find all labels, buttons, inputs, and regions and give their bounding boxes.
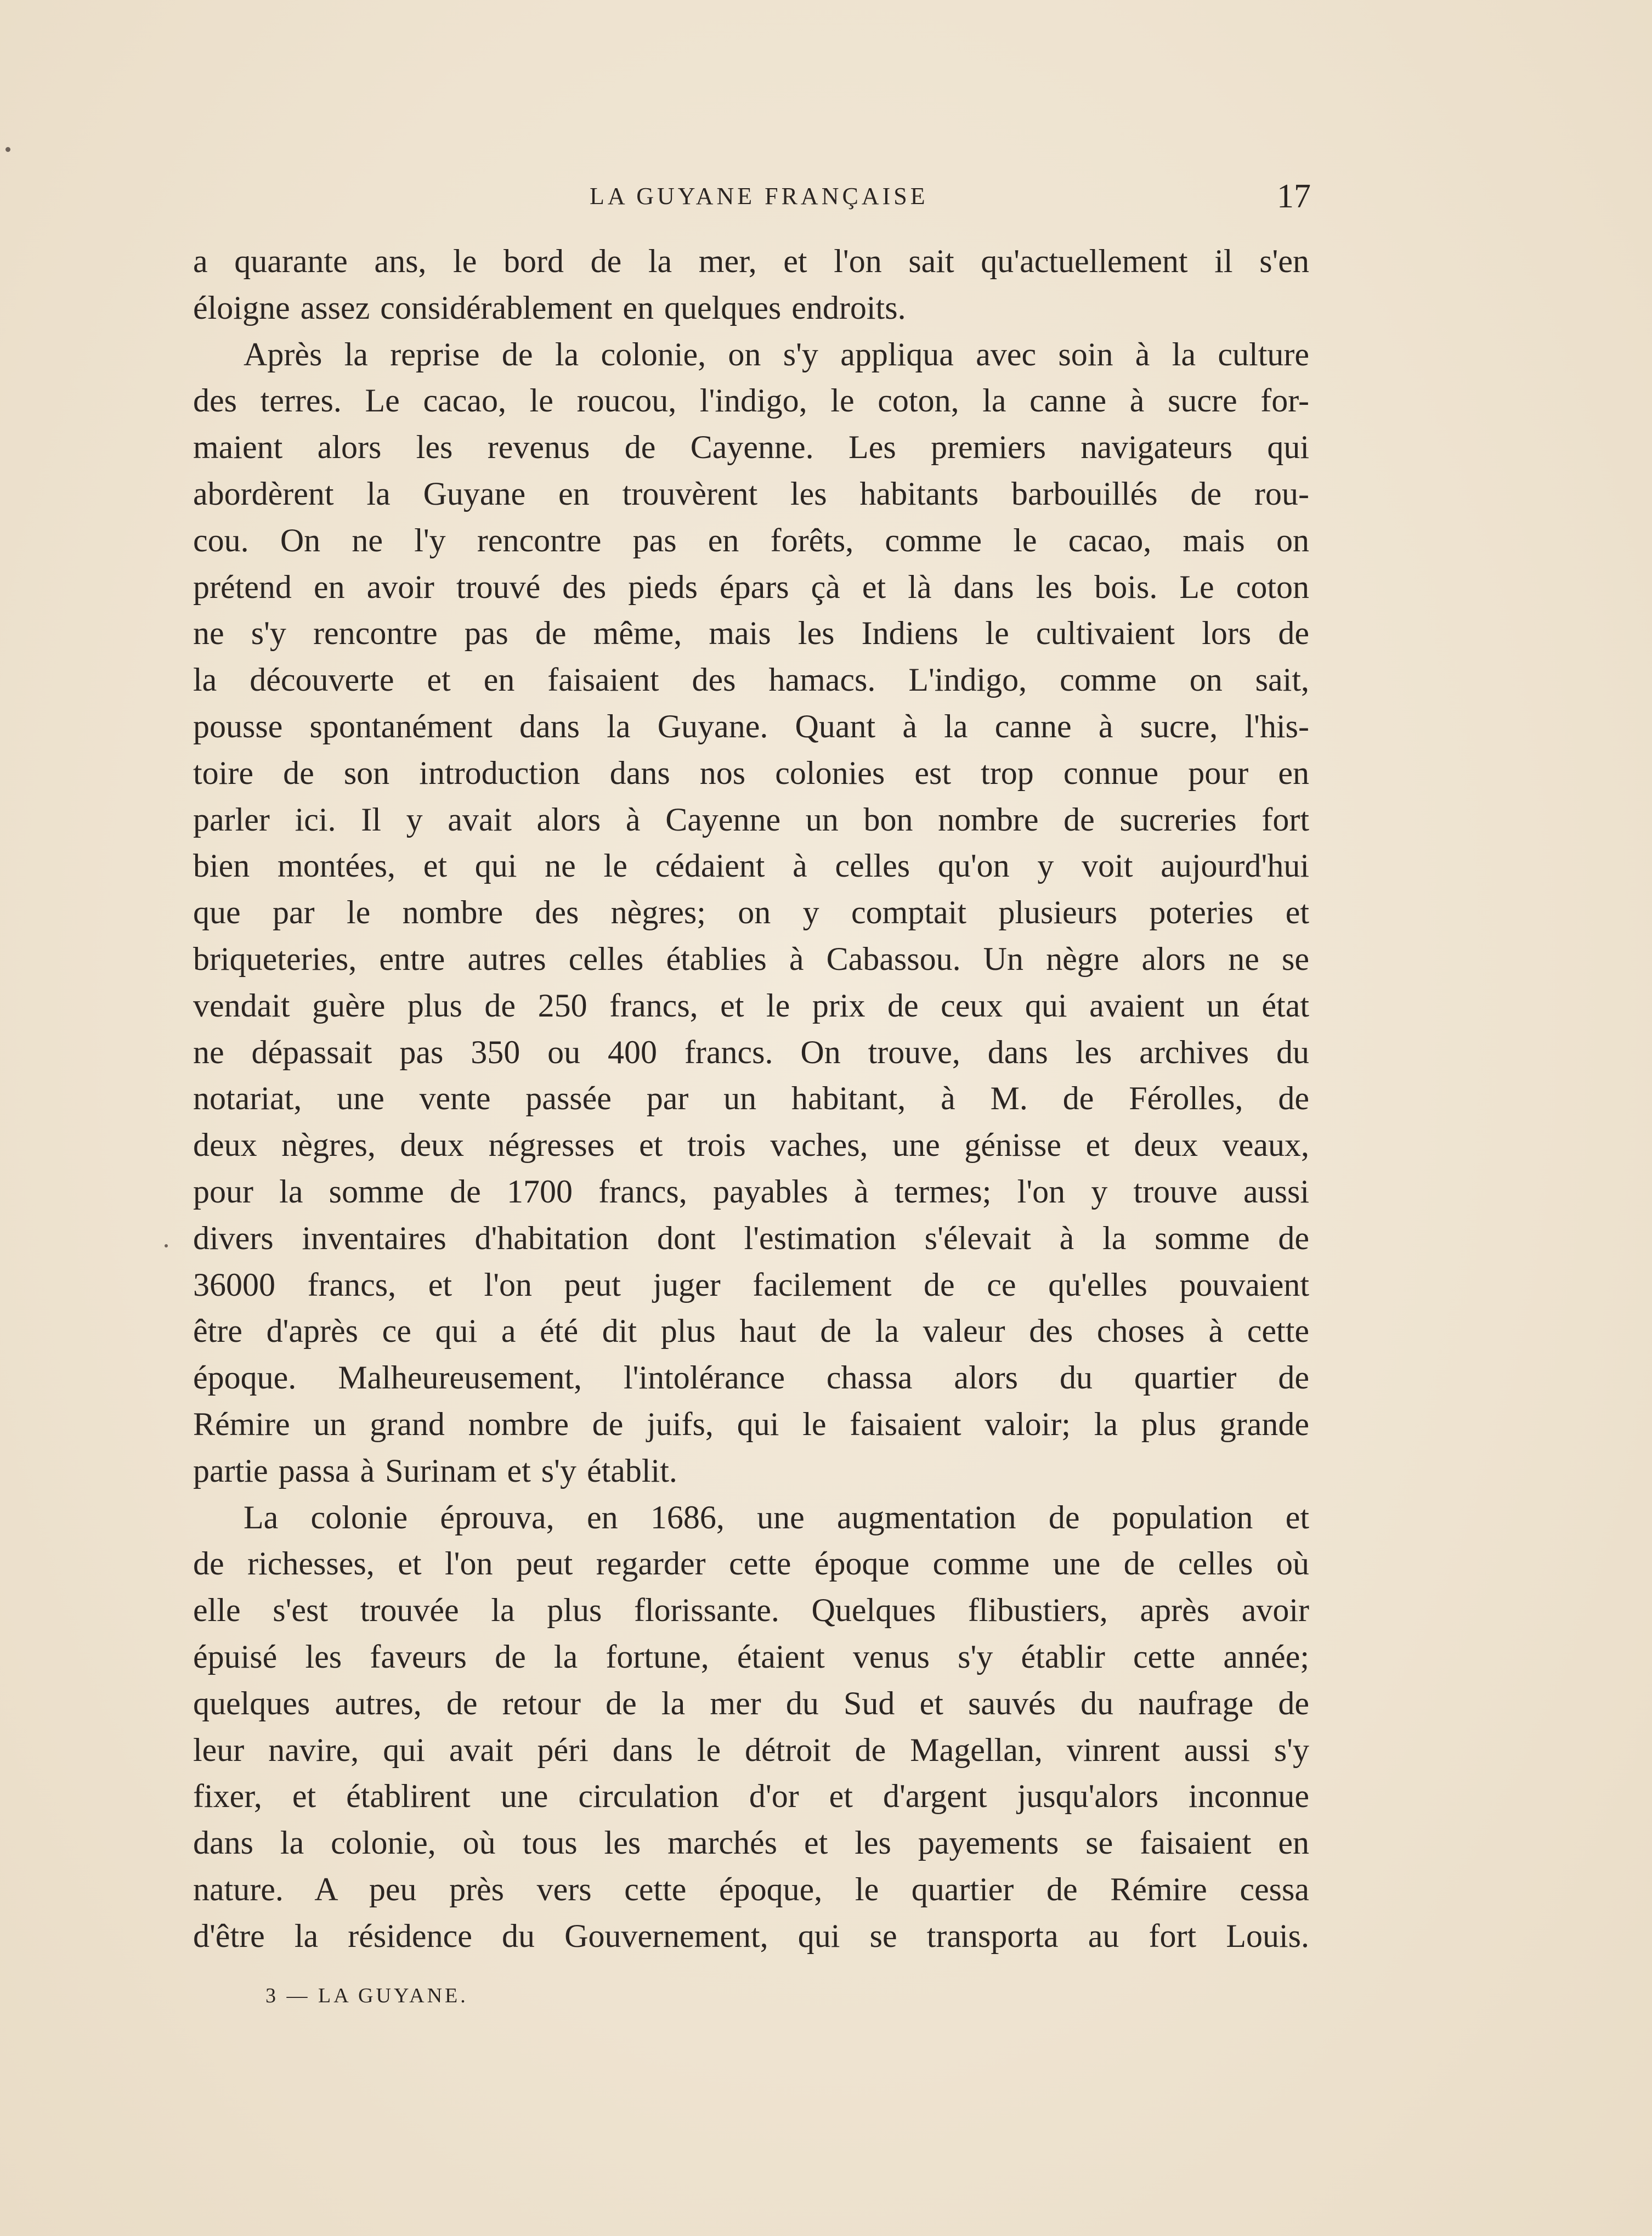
text-line: que par le nombre des nègres; on y comptait plusieurs poteries et	[193, 894, 1309, 931]
text-line: dans la colonie, où tous les marchés et les payements se faisaient en	[193, 1825, 1309, 1861]
text-line: des terres. Le cacao, le roucou, l'indigo, le coton, la canne à sucre for-	[193, 382, 1309, 419]
text-line: d'être la résidence du Gouvernement, qui se transporta au fort Louis.	[193, 1917, 1309, 1954]
running-title: LA GUYANE FRANÇAISE	[590, 183, 929, 210]
text-line: partie passa à Surinam et s'y établit.	[193, 1452, 677, 1489]
text-line: bien montées, et qui ne le cédaient à celles qu'on y voit aujourd'hui	[193, 848, 1309, 884]
text-line: épuisé les faveurs de la fortune, étaient venus s'y établir cette année;	[193, 1638, 1309, 1675]
paper-speck	[5, 147, 10, 152]
text-line: toire de son introduction dans nos colonies est trop connue pour en	[193, 754, 1309, 791]
printer-signature: 3 — LA GUYANE.	[265, 1984, 468, 2007]
text-line: fixer, et établirent une circulation d'or et d'argent jusqu'alors inconnue	[193, 1778, 1309, 1815]
text-line: la découverte et en faisaient des hamacs. L'indigo, comme on sait,	[193, 662, 1309, 698]
text-line: leur navire, qui avait péri dans le détroit de Magellan, vinrent aussi s'y	[193, 1731, 1309, 1768]
text-line: vendait guère plus de 250 francs, et le prix de ceux qui avaient un état	[193, 987, 1309, 1024]
text-line: pour la somme de 1700 francs, payables à termes; l'on y trouve aussi	[193, 1173, 1309, 1210]
text-line: maient alors les revenus de Cayenne. Les premiers navigateurs qui	[193, 429, 1309, 466]
text-line: pousse spontanément dans la Guyane. Quant à la canne à sucre, l'his-	[193, 708, 1309, 744]
text-line: Après la reprise de la colonie, on s'y appliqua avec soin à la culture	[244, 336, 1309, 372]
text-line: abordèrent la Guyane en trouvèrent les habitants barbouillés de rou-	[193, 475, 1309, 512]
text-line: nature. A peu près vers cette époque, le quartier de Rémire cessa	[193, 1871, 1309, 1907]
text-line: éloigne assez considérablement en quelques endroits.	[193, 289, 906, 326]
text-line: époque. Malheureusement, l'intolérance chassa alors du quartier de	[193, 1359, 1309, 1396]
text-line: parler ici. Il y avait alors à Cayenne un bon nombre de sucreries fort	[193, 801, 1309, 838]
text-line: notariat, une vente passée par un habitant, à M. de Férolles, de	[193, 1080, 1309, 1117]
text-line: briqueteries, entre autres celles établies à Cabassou. Un nègre alors ne se	[193, 940, 1309, 977]
text-line: La colonie éprouva, en 1686, une augmentation de population et	[244, 1499, 1309, 1535]
text-line: 36000 francs, et l'on peut juger facilement de ce qu'elles pouvaient	[193, 1266, 1309, 1303]
paper-speck	[165, 1244, 168, 1247]
text-line: divers inventaires d'habitation dont l'estimation s'élevait à la somme de	[193, 1219, 1309, 1256]
text-line: de richesses, et l'on peut regarder cette époque comme une de celles où	[193, 1545, 1309, 1582]
text-line: elle s'est trouvée la plus florissante. Quelques flibustiers, après avoir	[193, 1592, 1309, 1629]
page-number: 17	[1277, 178, 1311, 215]
text-line: quelques autres, de retour de la mer du Sud et sauvés du naufrage de	[193, 1685, 1309, 1721]
text-line: ne s'y rencontre pas de même, mais les Indiens le cultivaient lors de	[193, 615, 1309, 652]
text-line: deux nègres, deux négresses et trois vaches, une génisse et deux veaux,	[193, 1127, 1309, 1164]
text-line: cou. On ne l'y rencontre pas en forêts, comme le cacao, mais on	[193, 522, 1309, 558]
text-line: ne dépassait pas 350 ou 400 francs. On trouve, dans les archives du	[193, 1034, 1309, 1070]
text-line: prétend en avoir trouvé des pieds épars çà et là dans les bois. Le coton	[193, 568, 1309, 605]
text-line: a quarante ans, le bord de la mer, et l'on sait qu'actuellement il s'en	[193, 243, 1309, 279]
text-line: être d'après ce qui a été dit plus haut de la valeur des choses à cette	[193, 1313, 1309, 1349]
running-header	[0, 174, 1652, 218]
body-text	[193, 238, 1309, 1959]
text-line: Rémire un grand nombre de juifs, qui le faisaient valoir; la plus grande	[193, 1405, 1309, 1442]
